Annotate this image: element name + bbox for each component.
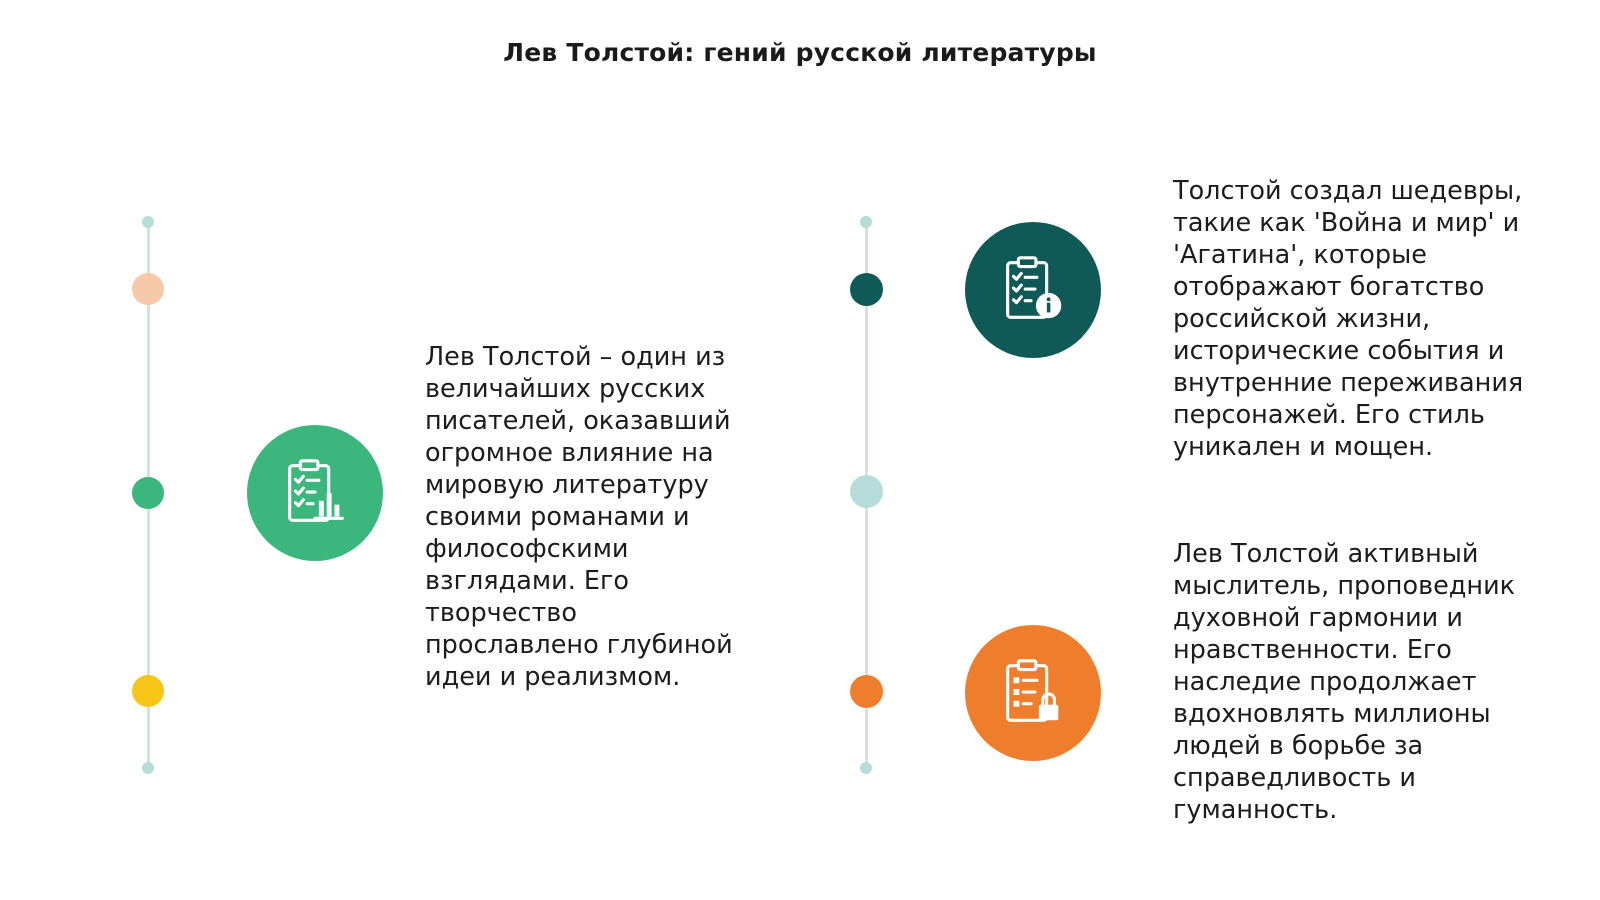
clipboard-lock-icon xyxy=(994,654,1072,732)
right-timeline-bottom-cap xyxy=(860,762,872,774)
clipboard-info-badge xyxy=(965,222,1101,358)
page-title: Лев Толстой: гений русской литературы xyxy=(503,38,1097,67)
left-timeline-yellow-dot xyxy=(132,675,164,707)
right-timeline-light-teal-dot xyxy=(850,475,883,508)
item-2-text: Толстой создал шедевры, такие как 'Война и мир' и 'Агатина', которые отображают богатство российской жизни, исторические события и внутренние переживания персонажей. Его стиль уникален и мощен. xyxy=(1173,176,1524,462)
item-1-text: Лев Толстой – один из величайших русских писателей, оказавший огромное влияние на мировую литературу своими романами и философскими взглядами. Его творчество прославлено глубиной идеи и реализмом. xyxy=(425,342,733,692)
right-timeline-orange-dot xyxy=(850,675,883,708)
right-timeline-dark-teal-dot xyxy=(850,273,883,306)
left-timeline-green-dot xyxy=(132,477,164,509)
left-timeline-top-cap xyxy=(142,216,154,228)
clipboard-info-icon xyxy=(994,251,1072,329)
clipboard-chart-badge xyxy=(247,425,383,561)
left-timeline-peach-dot xyxy=(132,273,164,305)
left-timeline-bottom-cap xyxy=(142,762,154,774)
clipboard-chart-icon xyxy=(276,454,354,532)
right-timeline-top-cap xyxy=(860,216,872,228)
clipboard-lock-badge xyxy=(965,625,1101,761)
item-3-text: Лев Толстой активный мыслитель, проповедник духовной гармонии и нравственности. Его наследие продолжает вдохновлять миллионы людей в борьбе за справедливость и гуманность. xyxy=(1173,539,1516,825)
